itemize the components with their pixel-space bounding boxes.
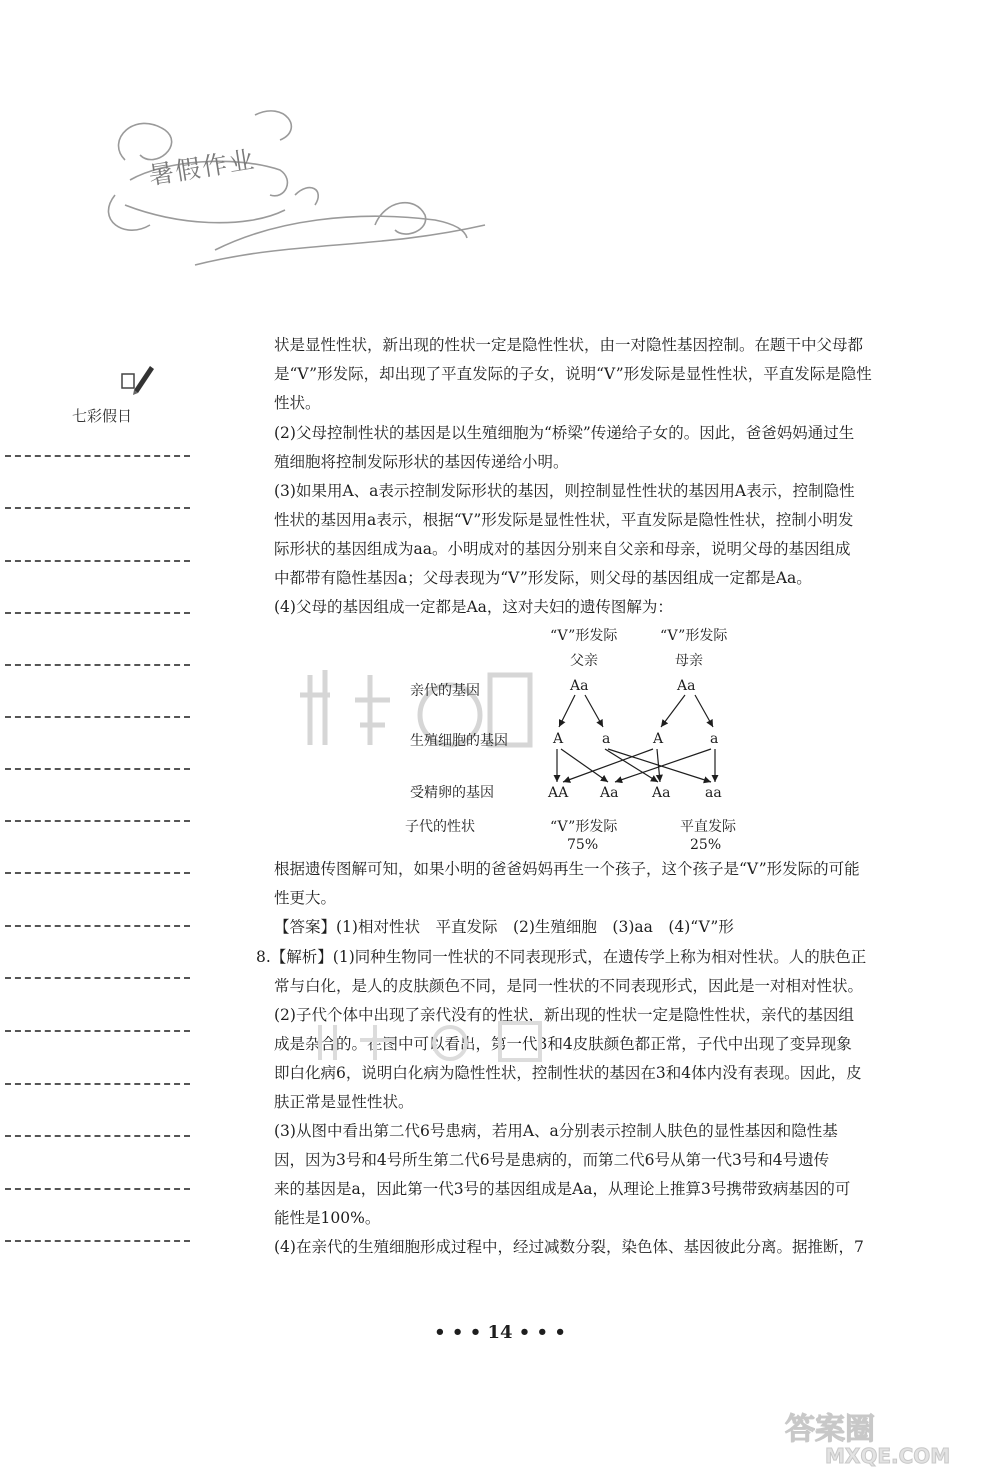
note-line (5, 1083, 190, 1085)
note-line (5, 560, 190, 562)
gamete-gene: a (602, 731, 611, 747)
answer-line: 【答案】(1)相对性状 平直发际 (2)生殖细胞 (3)aa (4)“V”形 (274, 918, 734, 936)
text-line: (4)在亲代的生殖细胞形成过程中，经过减数分裂，染色体、基因彼此分离。据推断，7 (274, 1238, 864, 1256)
note-line (5, 716, 190, 718)
text-line: (3)从图中看出第二代6号患病，若用A、a分别表示控制人肤色的显性基因和隐性基 (274, 1122, 838, 1140)
pencil-icon (120, 362, 160, 402)
watermark-site: MXQE.COM (825, 1444, 951, 1467)
parent-gene: Aa (570, 678, 589, 694)
note-line (5, 925, 190, 927)
text-line: 状是显性性状，新出现的性状一定是隐性性状，由一对隐性基因控制。在题干中父母都 (274, 336, 864, 354)
zygote-gene: aa (705, 785, 722, 801)
col-head: “V”形发际 (660, 628, 728, 644)
note-line (5, 1240, 190, 1242)
row-label: 子代的性状 (405, 819, 475, 835)
note-line (5, 768, 190, 770)
text-line: (2)父母控制性状的基因是以生殖细胞为“桥梁”传递给子女的。因此，爸爸妈妈通过生 (274, 424, 855, 442)
col-head: “V”形发际 (550, 628, 618, 644)
watermark-text: 答案圈 (785, 1412, 875, 1447)
note-line (5, 664, 190, 666)
row-label: 亲代的基因 (410, 683, 480, 699)
text-line: (4)父母的基因组成一定都是Aa，这对夫妇的遗传图解为： (274, 598, 673, 616)
text-line: 根据遗传图解可知，如果小明的爸爸妈妈再生一个孩子，这个孩子是“V”形发际的可能 (274, 860, 860, 878)
zygote-gene: Aa (652, 785, 671, 801)
text-line: 常与白化，是人的皮肤颜色不同，是同一性状的不同表现形式，因此是一对相对性状。 (274, 977, 864, 995)
row-label: 生殖细胞的基因 (410, 733, 508, 749)
gamete-gene: a (710, 731, 719, 747)
sidebar-label: 七彩假日 (72, 407, 133, 425)
text-line: 性更大。 (274, 889, 337, 907)
genetic-diagram (405, 625, 785, 860)
trait-percent: 25% (690, 837, 722, 853)
text-line: 性状的基因用a表示，根据“V”形发际是显性性状，平直发际是隐性性状，控制小明发 (274, 511, 854, 529)
page-number: • • • 14 • • • (434, 1322, 566, 1343)
zygote-gene: Aa (600, 785, 619, 801)
note-line (5, 1135, 190, 1137)
text-line: 殖细胞将控制发际形状的基因传递给小明。 (274, 453, 569, 471)
text-line: (3)如果用A、a表示控制发际形状的基因，则控制显性性状的基因用A表示，控制隐性 (274, 482, 855, 500)
text-line: 即白化病6，说明白化病为隐性性状，控制性状的基因在3和4体内没有表现。因此，皮 (274, 1064, 862, 1082)
stamp-watermark (300, 1015, 560, 1065)
gamete-gene: A (553, 731, 564, 747)
note-line (5, 507, 190, 509)
trait-percent: 75% (567, 837, 599, 853)
text-line: 际形状的基因组成为aa。小明成对的基因分别来自父亲和母亲，说明父母的基因组成 (274, 540, 851, 558)
site-watermark (775, 1405, 995, 1467)
text-line: 能性是100%。 (274, 1209, 381, 1227)
trait-label: “V”形发际 (550, 819, 618, 835)
text-line: 性状。 (274, 394, 321, 412)
note-line (5, 1188, 190, 1190)
parent-label: 母亲 (675, 653, 703, 669)
text-line: 因，因为3号和4号所生第二代6号是患病的，而第二代6号从第一代3号和4号遗传 (274, 1151, 830, 1169)
inheritance-arrows (557, 695, 715, 782)
text-line: 肤正常是显性性状。 (274, 1093, 414, 1111)
parent-label: 父亲 (570, 653, 598, 669)
note-line (5, 872, 190, 874)
header-title: 暑假作业 (146, 144, 258, 191)
gamete-gene: A (653, 731, 664, 747)
parent-gene: Aa (677, 678, 696, 694)
zygote-gene: AA (548, 785, 569, 801)
row-label: 受精卵的基因 (410, 785, 494, 801)
note-line (5, 820, 190, 822)
text-line: 成是杂合的。在图中可以看出，第一代3和4皮肤颜色都正常，子代中出现了变异现象 (274, 1035, 852, 1053)
text-line: 8.【解析】(1)同种生物同一性状的不同表现形式，在遗传学上称为相对性状。人的肤色正 (256, 948, 867, 966)
text-line: 是“V”形发际，却出现了平直发际的子女，说明“V”形发际是显性性状，平直发际是隐性 (274, 365, 872, 383)
note-line (5, 1030, 190, 1032)
note-line (5, 612, 190, 614)
note-line (5, 455, 190, 457)
trait-label: 平直发际 (680, 819, 736, 835)
note-line (5, 977, 190, 979)
text-line: 来的基因是a，因此第一代3号的基因组成是Aa，从理论上推算3号携带致病基因的可 (274, 1180, 851, 1198)
text-line: 中都带有隐性基因a；父母表现为“V”形发际，则父母的基因组成一定都是Aa。 (274, 569, 812, 587)
text-line: (2)子代个体中出现了亲代没有的性状，新出现的性状一定是隐性性状，亲代的基因组 (274, 1006, 854, 1024)
